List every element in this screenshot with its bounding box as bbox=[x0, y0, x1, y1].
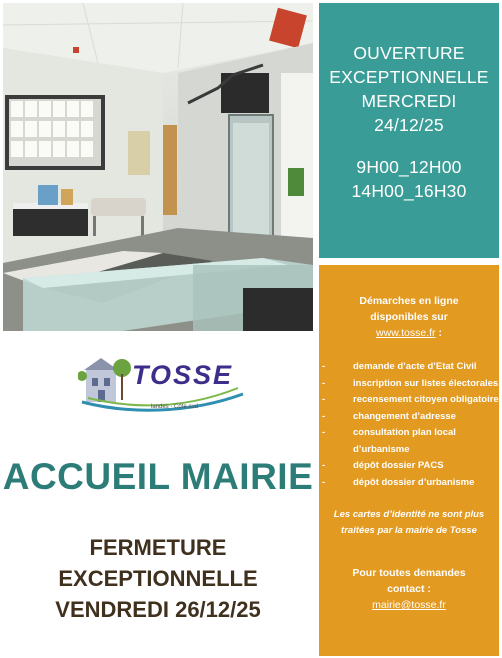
opening-date: 24/12/25 bbox=[374, 115, 444, 135]
service-item: - dépôt dossier PACS bbox=[338, 458, 499, 475]
town-hall-lobby-photo-icon bbox=[3, 3, 313, 331]
bullet-dash-icon: - bbox=[322, 394, 326, 405]
logo-tagline: landes · Côte sud bbox=[151, 404, 199, 410]
online-intro: disponibles sur bbox=[370, 311, 448, 323]
opening-line: OUVERTURE bbox=[353, 43, 465, 63]
site-suffix: : bbox=[435, 327, 442, 339]
opening-line: EXCEPTIONNELLE bbox=[329, 67, 489, 87]
closing-line: FERMETURE bbox=[89, 535, 227, 560]
opening-hours-morning: 9H00_12H00 bbox=[356, 157, 462, 177]
online-services-panel bbox=[319, 265, 499, 656]
services-list bbox=[319, 359, 499, 491]
website-link[interactable]: www.tosse.fr bbox=[376, 327, 436, 339]
bullet-dash-icon: - bbox=[322, 427, 326, 438]
closing-line: EXCEPTIONNELLE bbox=[58, 566, 258, 591]
logo-text: TOSSE bbox=[132, 360, 234, 390]
service-item: - consultation plan local d’urbanisme bbox=[322, 427, 456, 455]
contact-intro: contact : bbox=[387, 583, 431, 595]
service-item: - demande d’acte d’Etat Civil bbox=[338, 359, 499, 376]
bullet-dash-icon: - bbox=[322, 410, 326, 422]
service-item: - dépôt dossier d’urbanisme bbox=[338, 475, 499, 492]
lobby-photo bbox=[3, 3, 313, 331]
id-card-note: Les cartes d’identité ne sont plus bbox=[333, 509, 485, 520]
opening-line: MERCREDI bbox=[361, 91, 457, 111]
id-card-note: traitées par la mairie de Tosse bbox=[341, 525, 477, 536]
bullet-dash-icon: - bbox=[322, 476, 326, 488]
site-line bbox=[319, 325, 499, 341]
page-title: ACCUEIL MAIRIE bbox=[2, 456, 314, 497]
bullet-dash-icon: - bbox=[322, 361, 326, 372]
closing-notice bbox=[0, 532, 316, 625]
service-item: - recensement citoyen obligatoire bbox=[338, 392, 499, 409]
opening-panel bbox=[319, 3, 499, 258]
contact-intro: Pour toutes demandes bbox=[352, 567, 466, 579]
service-item: - changement d’adresse bbox=[338, 409, 499, 426]
tosse-logo bbox=[78, 352, 248, 418]
email-link[interactable]: mairie@tosse.fr bbox=[372, 599, 446, 611]
bullet-dash-icon: - bbox=[322, 460, 326, 471]
email-line bbox=[319, 597, 499, 613]
service-item: - inscription sur listes électorales bbox=[338, 376, 499, 393]
bullet-dash-icon: - bbox=[322, 377, 326, 389]
online-intro: Démarches en ligne bbox=[359, 295, 459, 307]
closing-date: VENDREDI 26/12/25 bbox=[55, 597, 261, 622]
opening-hours-afternoon: 14H00_16H30 bbox=[351, 181, 467, 201]
